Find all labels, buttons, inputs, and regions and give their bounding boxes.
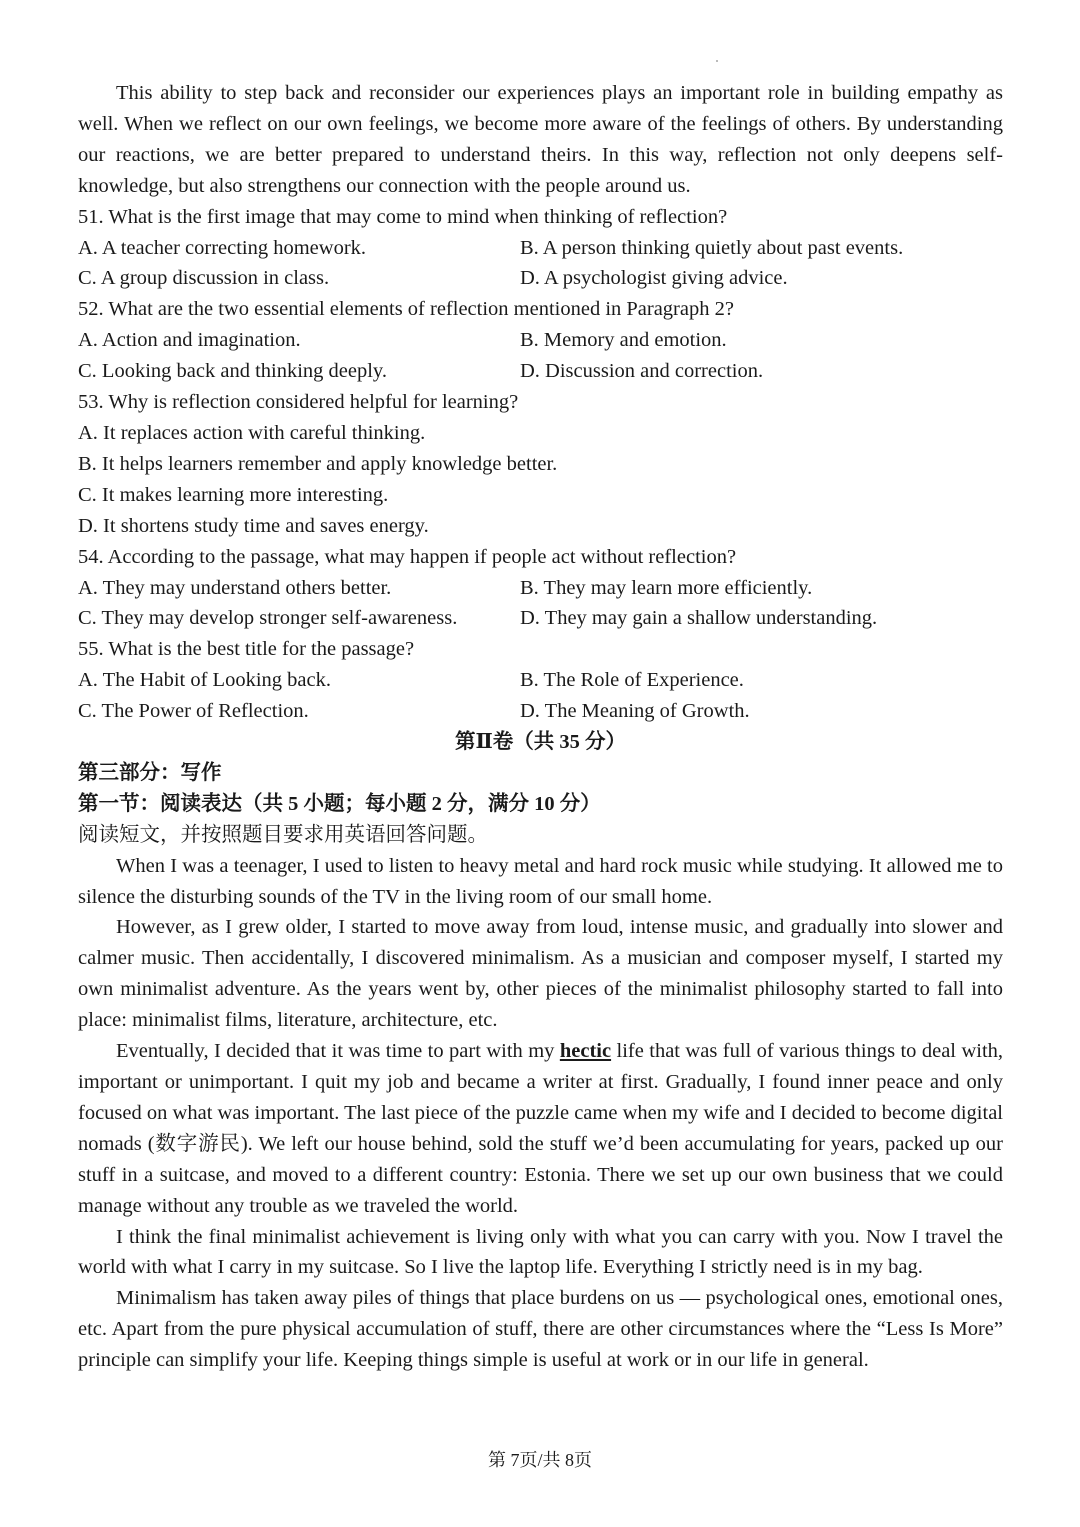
page-footer: 第 7页/共 8页 [487,1450,592,1470]
passage2-paragraph-3 [78,1036,1003,1221]
option-53-a: A. It replaces action with careful thinking. [78,421,426,444]
question-55-stem: 55. What is the best title for the passage? [78,638,415,661]
question-54-stem: 54. According to the passage, what may happen if people act without reflection? [78,545,737,568]
passage2-paragraph-2: However, as I grew older, I started to move away from loud, intense music, and gradually into slower and calmer music. Then accidentally, I discovered minimalism. As a musician and composer myself, I started my own minimalist adventure. As the years went by, other pieces of the minimalist philosophy started to fall into place: minimalist films, literature, architecture, etc. [78,916,1003,1032]
question-55-options-cd [78,696,1003,727]
option-51-a: A. A teacher correcting homework. [78,236,367,259]
option-52-a: A. Action and imagination. [78,329,301,352]
instruction-text: 阅读短文，并按照题目要求用英语回答问题。 [78,823,488,846]
question-55-options-ab [78,665,1003,696]
option-54-c: C. They may develop stronger self-awareness. [78,607,458,630]
option-54-b: B. They may learn more efficiently. [520,576,813,599]
option-51-b: B. A person thinking quietly about past events. [520,236,904,259]
option-52-b: B. Memory and emotion. [520,329,727,352]
option-53-b: B. It helps learners remember and apply knowledge better. [78,452,558,475]
question-51-options-ab [78,233,1003,264]
option-52-c: C. Looking back and thinking deeply. [78,360,387,383]
passage2-paragraph-5: Minimalism has taken away piles of things that place burdens on us — psychological ones, emotional ones, etc. Apart from the pure physical accumulation of stuff, there are other circumstances where the “Less Is More” principle can simplify your life. Keeping things simple is useful at work or in our life in general. [78,1287,1003,1372]
option-55-c: C. The Power of Reflection. [78,700,309,723]
page-content [78,78,1003,1376]
option-53-c: C. It makes learning more interesting. [78,483,389,506]
option-55-a: A. The Habit of Looking back. [78,669,331,692]
option-53-d: D. It shortens study time and saves energy. [78,514,429,537]
section-1-heading: 第一节：阅读表达（共 5 小题；每小题 2 分，满分 10 分） [78,792,601,815]
option-51-d: D. A psychologist giving advice. [520,267,788,290]
question-51-options-cd [78,263,1003,294]
passage2-paragraph-1: When I was a teenager, I used to listen to heavy metal and hard rock music while studying. It allowed me to silence the disturbing sounds of the TV in the living room of our small home. [78,854,1003,908]
volume-ii-heading: 第Ⅱ卷（共 35 分） [454,731,627,754]
option-55-d: D. The Meaning of Growth. [520,700,750,723]
option-54-d: D. They may gain a shallow understanding. [520,607,878,630]
paragraph-3-text-after: life that was full of various things to deal with, important or unimportant. I quit my job and became a writer at first. Gradually, I found inner peace and only focused on what was important. The last piece of the puzzle came when my wife and I decided to become digital nomads (数字游民). We left our house behind, sold the stuff we’d been accumulating for years, packed up our stuff in a suitcase, and moved to a different country: Estonia. There we set up our own business that we could manage without any trouble as we traveled the world. [78,1040,1004,1217]
question-52-options-ab [78,325,1003,356]
question-54-options-ab [78,573,1003,604]
option-54-a: A. They may understand others better. [78,576,392,599]
question-52-options-cd [78,356,1003,387]
question-51-stem: 51. What is the first image that may come to mind when thinking of reflection? [78,205,728,228]
scan-dot [716,60,718,62]
highlighted-word-hectic: hectic [559,1040,612,1063]
part-3-heading: 第三部分：写作 [78,761,222,784]
option-52-d: D. Discussion and correction. [520,360,764,383]
paragraph-3-text-before: Eventually, I decided that it was time to part with my [116,1040,560,1063]
question-52-stem: 52. What are the two essential elements of reflection mentioned in Paragraph 2? [78,298,734,321]
passage2-paragraph-4: I think the final minimalist achievement is living only with what you can carry with you. Now I travel the world with what I carry in my suitcase. So I live the laptop life. Everything I strictly need is in my bag. [78,1225,1003,1279]
option-51-c: C. A group discussion in class. [78,267,330,290]
question-54-options-cd [78,603,1003,634]
question-53-stem: 53. Why is reflection considered helpful for learning? [78,391,519,414]
option-55-b: B. The Role of Experience. [520,669,744,692]
passage1-final-paragraph: This ability to step back and reconsider our experiences plays an important role in building empathy as well. When we reflect on our own feelings, we become more aware of the feelings of others. By understanding our reactions, we are better prepared to understand theirs. In this way, reflection not only deepens self-knowledge, but also strengthens our connection with the people around us. [78,82,1003,197]
